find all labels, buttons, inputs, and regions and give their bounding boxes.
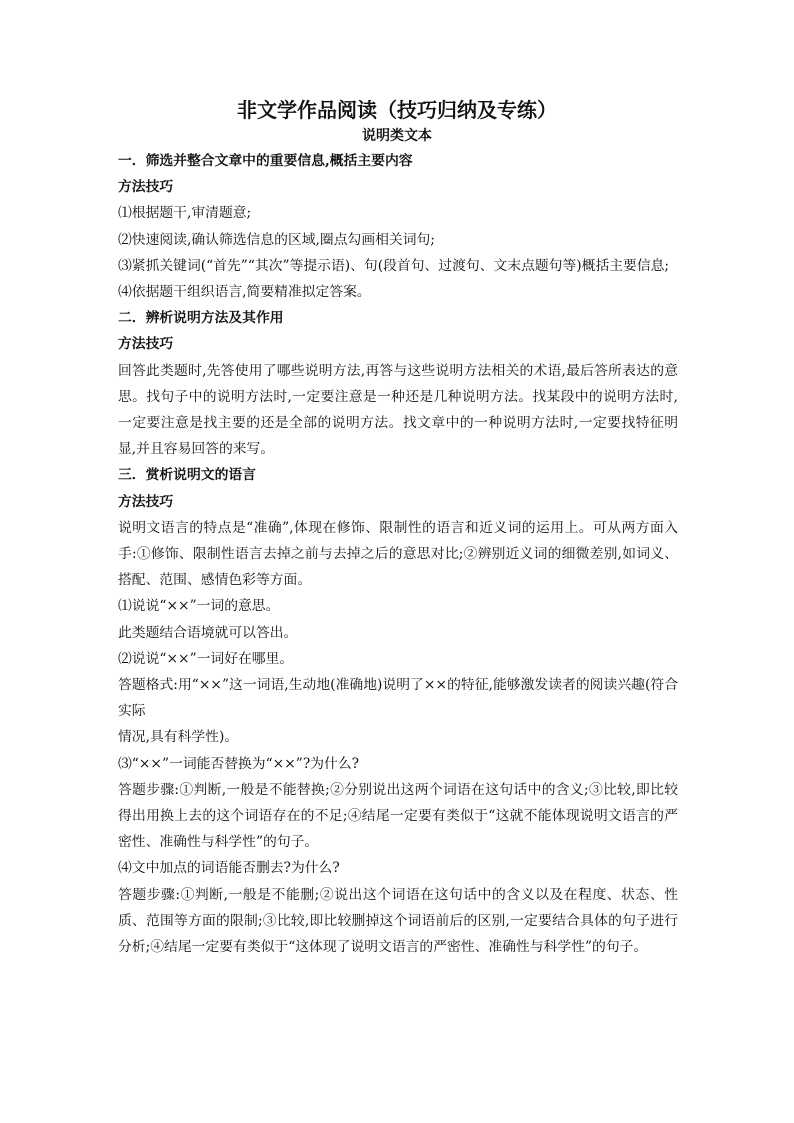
page-subtitle: 说明类文本 <box>362 128 432 144</box>
paragraph: 回答此类题时,先答使用了哪些说明方法,再答与这些说明方法相关的术语,最后答所表达的意思。找句子中的说明方法时,一定要注意是一种还是几种说明方法。找某段中的说明方法时,一定要注意是找主要的还是全部的说明方法。找文章中的一种说明方法时,一定要找特征明显,并且容易回答的来写。 <box>118 362 678 458</box>
paragraph: 答题格式:用“××”这一词语,生动地(准确地)说明了××的特征,能够激发读者的阅读兴趣(符合实际 <box>118 677 678 720</box>
section-heading-1: 一．筛选并整合文章中的重要信息,概括主要内容 <box>118 153 413 169</box>
document-body <box>118 148 678 960</box>
paragraph: ⑵说说“××”一词好在哪里。 <box>118 650 294 667</box>
section-heading-2: 二．辨析说明方法及其作用 <box>118 310 284 327</box>
page-title: 非文学作品阅读（技巧归纳及专练） <box>237 98 557 122</box>
section-heading-3: 三．赏析说明文的语言 <box>118 467 256 484</box>
method-label-3: 方法技巧 <box>118 493 174 510</box>
paragraph: 此类题结合语境就可以答出。 <box>118 624 298 641</box>
paragraph: 情况,具有科学性)。 <box>118 729 239 746</box>
paragraph: 答题步骤:①判断,一般是不能删;②说出这个词语在这句话中的含义以及在程度、状态、性质、范围等方面的限制;③比较,即比较删掉这个词语前后的区别,一定要结合具体的句子进行分析;④结尾一定要有类似于“这体现了说明文语言的严密性、准确性与科学性”的句子。 <box>118 886 678 956</box>
method-label-1: 方法技巧 <box>118 179 174 196</box>
paragraph: 说明文语言的特点是“准确”,体现在修饰、限制性的语言和近义词的运用上。可从两方面入手:①修饰、限制性语言去掉之前与去掉之后的意思对比;②辨别近义词的细微差别,如词义、搭配、范围、感情色彩等方面。 <box>118 519 678 589</box>
method-label-2: 方法技巧 <box>118 336 174 353</box>
paragraph: 答题步骤:①判断,一般是不能替换;②分别说出这两个词语在这句话中的含义;③比较,即比较得出用换上去的这个词语存在的不足;④结尾一定要有类似于“这就不能体现说明文语言的严密性、准确性与科学性”的句子。 <box>118 781 678 851</box>
paragraph: ⑷依据题干组织语言,简要精准拟定答案。 <box>118 284 371 301</box>
paragraph: ⑷文中加点的词语能否删去?为什么? <box>118 860 340 877</box>
paragraph: ⑶“××”一词能否替换为“××”?为什么? <box>118 755 360 772</box>
paragraph: ⑴根据题干,审清题意; <box>118 205 252 222</box>
paragraph: ⑴说说“××”一词的意思。 <box>118 598 280 615</box>
paragraph: ⑶紧抓关键词(“首先”“其次”等提示语)、句(段首句、过渡句、文末点题句等)概括主要信息; <box>118 257 670 274</box>
paragraph: ⑵快速阅读,确认筛选信息的区域,圈点勾画相关词句; <box>118 231 435 248</box>
